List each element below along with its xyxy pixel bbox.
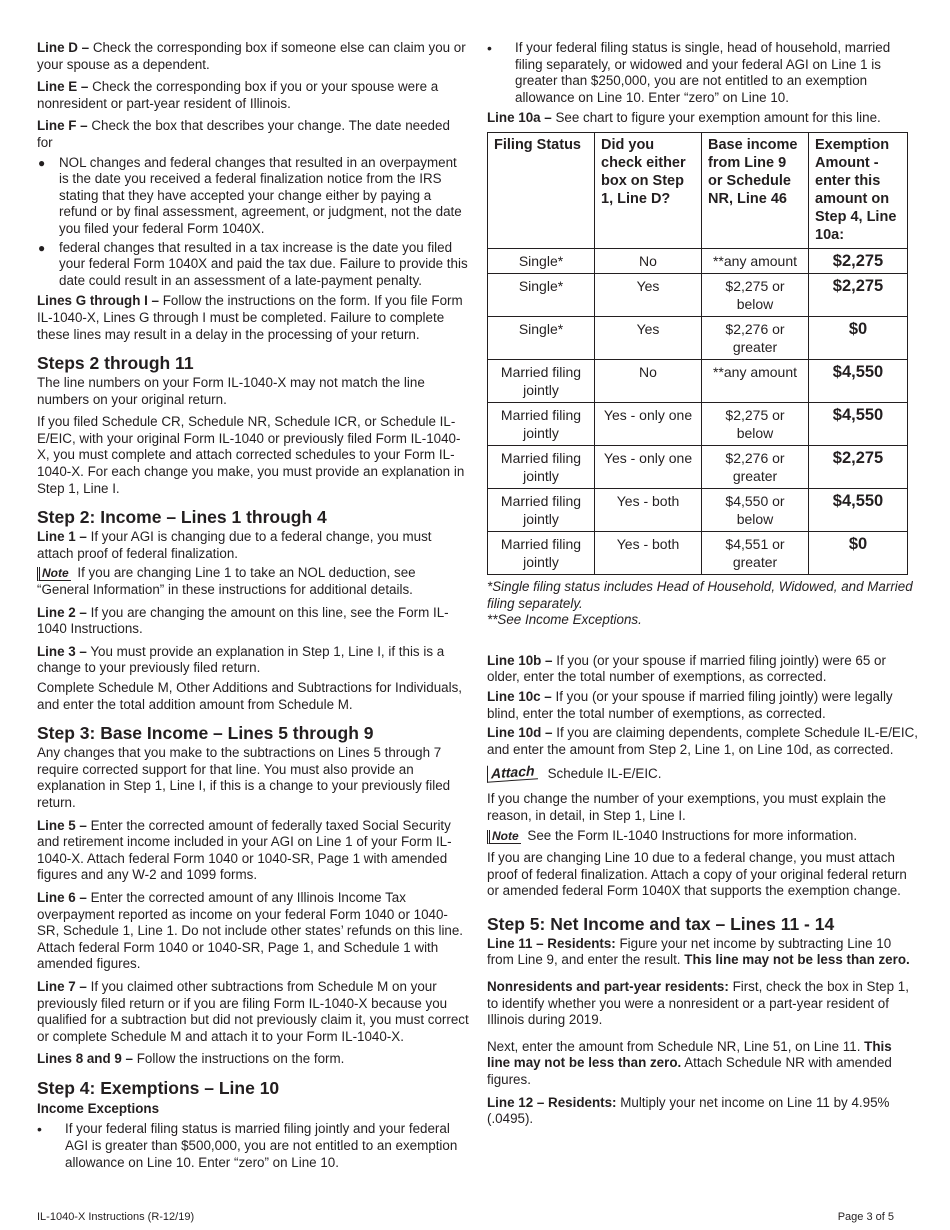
cell-checked: Yes xyxy=(595,316,702,359)
list-item: ● federal changes that resulted in a tax increase is the date you filed your federal Form 1040X and paid the tax due. Failure to provide this date could result in an assessment of a late-payment penalty. xyxy=(37,240,469,290)
cell-checked: Yes - only one xyxy=(595,445,702,488)
footer-form-id: IL-1040-X Instructions (R-12/19) xyxy=(37,1211,195,1223)
header-exemption-amount: Exemption Amount - enter this amount on Step 4, Line 10a: xyxy=(809,132,908,248)
cell-filing-status: Married filing jointly xyxy=(488,402,595,445)
table-row xyxy=(488,531,908,574)
line-7: Line 7 – If you claimed other subtractions from Schedule M on your previously filed return or if you are filing Form IL-1040-X because you qualified for a subtraction but did not previously claim it, you must correct or complete Schedule M and attach it to your Form IL-1040-X. xyxy=(37,978,469,1044)
cell-base-income: $2,275 or below xyxy=(702,273,809,316)
header-base-income: Base income from Line 9 or Schedule NR, Line 46 xyxy=(702,132,809,248)
line-1: Line 1 – If your AGI is changing due to a federal change, you must attach proof of federal finalization. xyxy=(37,529,432,561)
income-exceptions-list-cont xyxy=(487,40,918,106)
line-10a: Line 10a – See chart to figure your exemption amount for this line. xyxy=(487,110,881,126)
exemptions-change: If you change the number of your exemptions, you must explain the reason, in detail, in Step 1, Line I. xyxy=(487,791,886,823)
line-e: Line E – Check the corresponding box if you or your spouse were a nonresident or part-year resident of Illinois. xyxy=(37,79,439,111)
table-row xyxy=(488,488,908,531)
line-10-federal-change: If you are changing Line 10 due to a federal change, you must attach proof of federal finalization. Attach a copy of your original federal return or amended federal Form 1040X that supports the exemption change. xyxy=(487,850,907,899)
cell-filing-status: Married filing jointly xyxy=(488,488,595,531)
income-exceptions-list xyxy=(37,1121,469,1171)
cell-checked: Yes xyxy=(595,273,702,316)
cell-exemption-amount: $0 xyxy=(809,316,908,359)
cell-checked: No xyxy=(595,248,702,273)
cell-checked: Yes - only one xyxy=(595,402,702,445)
cell-base-income: $2,276 or greater xyxy=(702,316,809,359)
line-d: Line D – Check the corresponding box if someone else can claim you or your spouse as a dependent. xyxy=(37,40,466,72)
step-3-intro: Any changes that you make to the subtractions on Lines 5 through 7 require corrected support for that line. You must also provide an explanation in Step 1, Line I, if this is a change to your previously filed return. xyxy=(37,745,451,810)
lines-8-9: Lines 8 and 9 – Follow the instructions on the form. xyxy=(37,1051,345,1067)
line-6: Line 6 – Enter the corrected amount of any Illinois Income Tax overpayment reported as income on your federal Form 1040 or 1040-SR, Schedule 1, Line 1. Do not include other states’ refunds on this line. Attach federal Form 1040 or 1040-SR, Page 1, and Schedule 1 with amended figures. xyxy=(37,889,464,972)
cell-exemption-amount: $2,275 xyxy=(809,445,908,488)
line-f-list xyxy=(37,155,469,290)
note-instructions: Note See the Form IL-1040 Instructions for more information. xyxy=(487,828,918,845)
cell-filing-status: Married filing jointly xyxy=(488,531,595,574)
table-row xyxy=(488,273,908,316)
cell-base-income: **any amount xyxy=(702,248,809,273)
lines-g-through-i: Lines G through I – Follow the instructions on the form. If you file Form IL-1040-X, Lines G through I must be completed. Failure to complete these lines may result in a delay in the processing of your return. xyxy=(37,293,463,342)
cell-filing-status: Single* xyxy=(488,248,595,273)
cell-exemption-amount: $4,550 xyxy=(809,359,908,402)
attach-text: Schedule IL-E/EIC. xyxy=(547,766,662,782)
cell-exemption-amount: $2,275 xyxy=(809,273,908,316)
table-body xyxy=(488,248,908,574)
cell-exemption-amount: $0 xyxy=(809,531,908,574)
table-row xyxy=(488,248,908,273)
cell-checked: Yes - both xyxy=(595,488,702,531)
line-12: Line 12 – Residents: Multiply your net income on Line 11 by 4.95% (.0495). xyxy=(487,1094,890,1127)
attach-row xyxy=(487,764,918,781)
line-f: Line F – Check the box that describes your change. The date needed for xyxy=(37,118,450,150)
table-row xyxy=(488,316,908,359)
cell-checked: Yes - both xyxy=(595,531,702,574)
cell-base-income: $2,275 or below xyxy=(702,402,809,445)
next-schedule-nr: Next, enter the amount from Schedule NR, Line 51, on Line 11. This line may not be less than zero. Attach Schedule NR with amended figures. xyxy=(487,1038,892,1088)
cell-exemption-amount: $2,275 xyxy=(809,248,908,273)
cell-filing-status: Married filing jointly xyxy=(488,445,595,488)
header-filing-status: Filing Status xyxy=(488,132,595,248)
cell-checked: No xyxy=(595,359,702,402)
cell-exemption-amount: $4,550 xyxy=(809,402,908,445)
note-icon: Note xyxy=(37,567,71,581)
line-10b: Line 10b – If you (or your spouse if married filing jointly) were 65 or older, enter the total number of exemptions, as corrected. xyxy=(487,652,886,685)
cell-base-income: $4,551 or greater xyxy=(702,531,809,574)
steps-2-11-p2: If you filed Schedule CR, Schedule NR, Schedule ICR, or Schedule IL-E/EIC, with your original Form IL-1040 or previously filed Form IL-1040-X, you must complete and attach corrected schedules to your Form IL-1040-X. For each change you make, you must provide an explanation in Step 1, Line I. xyxy=(37,414,465,496)
steps-2-11-p1: The line numbers on your Form IL-1040-X may not match the line numbers on your original return. xyxy=(37,375,425,407)
note-icon: Note xyxy=(487,830,521,844)
table-header-row xyxy=(488,132,908,248)
step-4-heading: Step 4: Exemptions – Line 10 xyxy=(37,1077,280,1098)
schedule-m-note: Complete Schedule M, Other Additions and Subtractions for Individuals, and enter the total addition amount from Schedule M. xyxy=(37,680,463,712)
line-11: Line 11 – Residents: Figure your net income by subtracting Line 10 from Line 9, and enter the result. This line may not be less than zero. xyxy=(487,935,910,968)
table-footnote-2: **See Income Exceptions. xyxy=(487,612,642,628)
header-checked-box: Did you check either box on Step 1, Line D? xyxy=(595,132,702,248)
steps-2-11-heading: Steps 2 through 11 xyxy=(37,353,194,374)
step-3-heading: Step 3: Base Income – Lines 5 through 9 xyxy=(37,723,374,744)
list-item: ● NOL changes and federal changes that resulted in an overpayment is the date you received a federal finalization notice from the IRS stating that they have accepted your change either by paying a refund or by final assessment, agreement, or judgment, not the date you filed your federal Form 1040X. xyxy=(37,155,469,238)
table-row xyxy=(488,445,908,488)
line-5: Line 5 – Enter the corrected amount of federally taxed Social Security and retirement income included in your AGI on Line 1 of your Form IL-1040-X. Attach federal Form 1040 or 1040-SR, Page 1 with amended figures and any W-2 and 1099 forms. xyxy=(37,817,452,883)
step-5-heading: Step 5: Net Income and tax – Lines 11 - 14 xyxy=(487,913,835,934)
attach-icon: Attach xyxy=(487,763,538,784)
cell-base-income: **any amount xyxy=(702,359,809,402)
cell-filing-status: Single* xyxy=(488,273,595,316)
cell-filing-status: Single* xyxy=(488,316,595,359)
step-2-heading: Step 2: Income – Lines 1 through 4 xyxy=(37,507,327,528)
table-row xyxy=(488,359,908,402)
cell-base-income: $4,550 or below xyxy=(702,488,809,531)
line-2: Line 2 – If you are changing the amount on this line, see the Form IL-1040 Instructions. xyxy=(37,604,449,637)
cell-base-income: $2,276 or greater xyxy=(702,445,809,488)
cell-exemption-amount: $4,550 xyxy=(809,488,908,531)
list-item: • If your federal filing status is married filing jointly and your federal AGI is greater than $500,000, you are not entitled to an exemption allowance on Line 10. Enter “zero” on Line 10. xyxy=(37,1121,469,1171)
income-exceptions-heading: Income Exceptions xyxy=(37,1100,160,1116)
line-3: Line 3 – You must provide an explanation in Step 1, Line I, if this is a change to your previously filed return. xyxy=(37,643,445,676)
nonresidents: Nonresidents and part-year residents: First, check the box in Step 1, to identify whether you were a nonresident or a part-year resident of Illinois during 2019. xyxy=(487,979,909,1028)
footer-page-number: Page 3 of 5 xyxy=(837,1211,894,1223)
table-row xyxy=(488,402,908,445)
right-column xyxy=(487,40,918,1134)
line-10d: Line 10d – If you are claiming dependents, complete Schedule IL-E/EIC, and enter the amount from Step 2, Line 1, on Line 10d, as corrected. xyxy=(487,725,918,757)
exemption-table xyxy=(487,132,908,575)
list-item: • If your federal filing status is single, head of household, married filing separately, or widowed and your federal AGI on Line 1 is greater than $250,000, you are not entitled to an exemption allowance on Line 10. Enter “zero” on Line 10. xyxy=(487,40,918,106)
note-nol: Note If you are changing Line 1 to take an NOL deduction, see “General Information” in these instructions for additional details. xyxy=(37,565,416,598)
line-10c: Line 10c – If you (or your spouse if married filing jointly) were legally blind, enter the total number of exemptions, as corrected. xyxy=(487,688,893,721)
cell-filing-status: Married filing jointly xyxy=(488,359,595,402)
left-column xyxy=(37,40,469,1175)
table-footnote-1: *Single filing status includes Head of Household, Widowed, and Married filing separately. xyxy=(487,578,913,611)
